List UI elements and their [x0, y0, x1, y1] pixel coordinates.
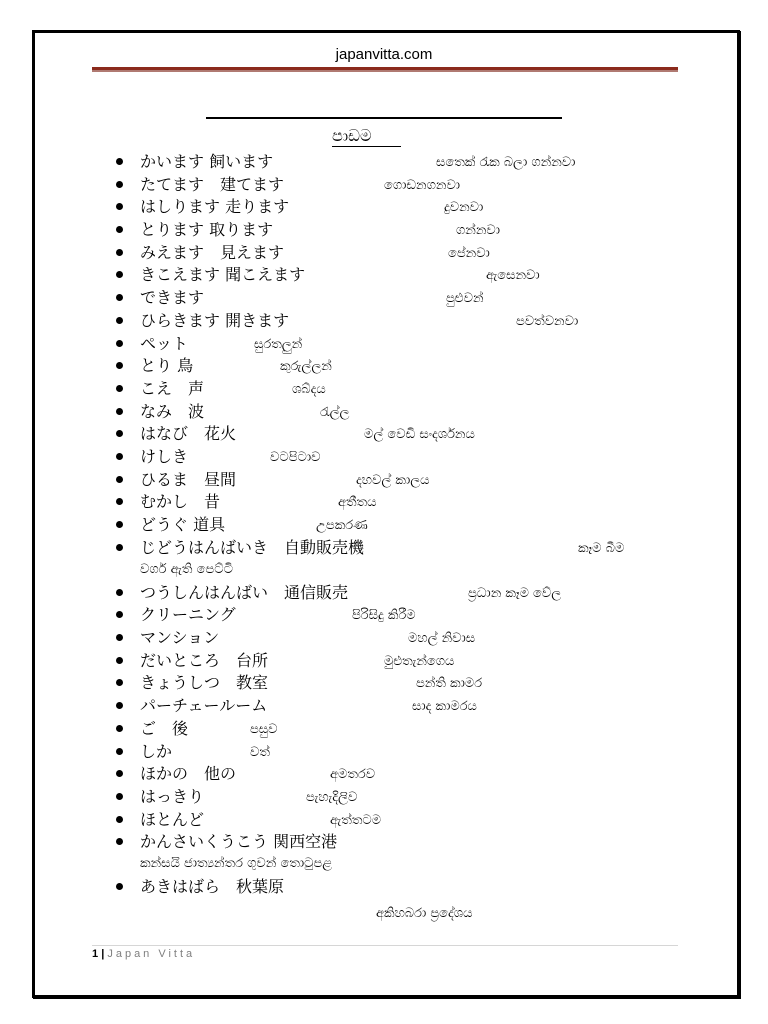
- sinhala-meaning: මල් වෙඩි සංදර්ශනය: [364, 427, 475, 443]
- japanese-term: マンション: [140, 628, 220, 648]
- bullet-icon: [116, 883, 123, 890]
- bullet-icon: [116, 544, 123, 551]
- bullet-icon: [116, 748, 123, 755]
- vocab-item: [0, 651, 768, 674]
- bullet-icon: [116, 226, 123, 233]
- japanese-term: かんさいくうこう 関西空港: [140, 832, 338, 852]
- bullet-icon: [116, 657, 123, 664]
- vocab-item: [0, 243, 768, 266]
- bullet-icon: [116, 317, 123, 324]
- bullet-icon: [116, 498, 123, 505]
- japanese-term: はしります 走ります: [140, 197, 290, 217]
- japanese-term: けしき: [140, 446, 189, 466]
- vocab-item: [0, 605, 768, 628]
- vocab-item: [0, 447, 768, 470]
- vocab-item: [0, 424, 768, 447]
- sinhala-meaning: පැහැදිලිව: [306, 789, 358, 805]
- sinhala-meaning: රැල්ල: [320, 404, 350, 420]
- bullet-icon: [116, 430, 123, 437]
- japanese-term: できます: [140, 288, 205, 308]
- sinhala-meaning-continued: කන්සයි ජාත්‍යන්තර ගුවන් තොටුපළ: [140, 856, 333, 872]
- vocab-item: [0, 334, 768, 357]
- lesson-title: පාඩම: [332, 126, 401, 147]
- japanese-term: クリーニング: [140, 605, 236, 625]
- japanese-term: しか: [140, 741, 173, 761]
- vocab-item: [0, 288, 768, 311]
- sinhala-meaning: ඇත්තටම: [330, 812, 382, 828]
- sinhala-meaning: මුළුතැන්ගෙය: [384, 653, 455, 669]
- bullet-icon: [116, 271, 123, 278]
- japanese-term: むかし 昔: [140, 492, 221, 512]
- vocab-item: [0, 764, 768, 787]
- header-site-name: japanvitta.com: [335, 46, 433, 63]
- bullet-icon: [116, 770, 123, 777]
- bullet-icon: [116, 589, 123, 596]
- bullet-icon: [116, 453, 123, 460]
- sinhala-meaning: පිරිසිදු කිරීම: [352, 608, 416, 624]
- vocab-item: [0, 492, 768, 515]
- vocab-item: [0, 220, 768, 243]
- bullet-icon: [116, 340, 123, 347]
- sinhala-meaning: උපකරණ: [316, 518, 368, 533]
- vocab-item: [0, 311, 768, 334]
- title-rule: [206, 117, 562, 119]
- japanese-term: だいところ 台所: [140, 650, 269, 670]
- japanese-term: ご 後: [140, 718, 189, 738]
- bullet-icon: [116, 838, 123, 845]
- japanese-term: はっきり: [140, 786, 205, 806]
- japanese-term: ペット: [140, 333, 189, 353]
- bullet-icon: [116, 793, 123, 800]
- bullet-icon: [116, 816, 123, 823]
- vocab-item: [0, 696, 768, 719]
- sinhala-meaning: අමතරව: [330, 767, 376, 783]
- vocab-item: [0, 742, 768, 765]
- sinhala-meaning: වත්: [250, 744, 270, 760]
- last-item-meaning: අකිහබරා ප්‍රදේශය: [376, 906, 473, 921]
- page-number: 1: [92, 948, 99, 960]
- sinhala-meaning: ප්‍රධාන කෑම වේල: [468, 585, 562, 601]
- vocabulary-list: [0, 152, 768, 900]
- japanese-term: なみ 波: [140, 401, 205, 421]
- sinhala-meaning: අතීතය: [338, 495, 377, 511]
- sinhala-meaning: පන්ති කාමර: [416, 676, 483, 692]
- sinhala-meaning-continued: වර්ග ඇති පෙට්ටි: [140, 561, 233, 577]
- japanese-term: パーチェールーム: [140, 696, 268, 716]
- sinhala-meaning: කුරුල්ලන්: [280, 359, 332, 375]
- japanese-term: きょうしつ 教室: [140, 673, 269, 693]
- sinhala-meaning: ගොඩනගනවා: [384, 177, 461, 193]
- vocab-item: [0, 628, 768, 651]
- sinhala-meaning: සාද කාමරය: [412, 699, 477, 715]
- japanese-term: かいます 飼います: [140, 152, 274, 171]
- japanese-term: とり 鳥: [140, 356, 194, 376]
- vocab-item: [0, 152, 768, 175]
- japanese-term: ほとんど: [140, 809, 205, 829]
- bullet-icon: [116, 521, 123, 528]
- bullet-icon: [116, 249, 123, 256]
- vocab-item: [0, 356, 768, 379]
- bullet-icon: [116, 181, 123, 188]
- bullet-icon: [116, 158, 123, 165]
- bullet-icon: [116, 362, 123, 369]
- header-divider: [92, 67, 678, 72]
- bullet-icon: [116, 634, 123, 641]
- vocab-item: [0, 787, 768, 810]
- sinhala-meaning: සතෙක් රැක බලා ගන්නවා: [436, 155, 576, 170]
- bullet-icon: [116, 611, 123, 618]
- bullet-icon: [116, 294, 123, 301]
- japanese-term: ひるま 昼間: [140, 469, 237, 489]
- sinhala-meaning: ඇසෙනවා: [486, 268, 540, 284]
- japanese-term: みえます 見えます: [140, 242, 285, 262]
- sinhala-meaning: පුළුවන්: [446, 291, 484, 307]
- sinhala-meaning: ශබ්දය: [292, 381, 326, 397]
- bullet-icon: [116, 702, 123, 709]
- japanese-term: こえ 声: [140, 378, 205, 398]
- sinhala-meaning: ගන්නවා: [456, 223, 501, 239]
- japanese-term: どうぐ 道具: [140, 515, 226, 534]
- japanese-term: きこえます 聞こえます: [140, 265, 306, 285]
- vocab-item: [0, 719, 768, 742]
- sinhala-meaning: සුරතලුන්: [254, 336, 303, 352]
- footer: [92, 948, 195, 960]
- japanese-term: ほかの 他の: [140, 764, 237, 784]
- japanese-term: とります 取ります: [140, 220, 274, 240]
- japanese-term: たてます 建てます: [140, 174, 285, 194]
- vocab-item: [0, 175, 768, 198]
- vocab-item: [0, 583, 768, 606]
- bullet-icon: [116, 203, 123, 210]
- vocab-item: [0, 402, 768, 425]
- japanese-term: あきはばら 秋葉原: [140, 877, 285, 897]
- sinhala-meaning: මහල් නිවාස: [408, 631, 476, 647]
- sinhala-meaning: පේනවා: [448, 245, 490, 261]
- footer-divider: [92, 945, 678, 946]
- japanese-term: ひらきます 開きます: [140, 310, 290, 330]
- vocab-item: [0, 515, 768, 538]
- japanese-term: つうしんはんばい 通信販売: [140, 582, 349, 602]
- vocab-item: [0, 877, 768, 900]
- bullet-icon: [116, 385, 123, 392]
- vocab-item: [0, 265, 768, 288]
- footer-brand: Japan Vitta: [107, 948, 196, 960]
- japanese-term: はなび 花火: [140, 424, 237, 444]
- bullet-icon: [116, 679, 123, 686]
- bullet-icon: [116, 476, 123, 483]
- japanese-term: じどうはんばいき 自動販売機: [140, 537, 365, 557]
- vocab-item: [0, 538, 768, 583]
- sinhala-meaning: දුවනවා: [444, 200, 484, 216]
- sinhala-meaning: කෑම බීම: [578, 540, 625, 556]
- vocab-item: [0, 832, 768, 877]
- vocab-item: [0, 470, 768, 493]
- sinhala-meaning: පවත්වනවා: [516, 313, 579, 329]
- vocab-item: [0, 673, 768, 696]
- bullet-icon: [116, 725, 123, 732]
- sinhala-meaning: දහවල් කාලය: [356, 472, 430, 488]
- sinhala-meaning: වටපිටාව: [270, 449, 321, 465]
- bullet-icon: [116, 408, 123, 415]
- sinhala-meaning: පසුව: [250, 721, 278, 737]
- vocab-item: [0, 379, 768, 402]
- vocab-item: [0, 197, 768, 220]
- vocab-item: [0, 810, 768, 833]
- footer-separator: |: [101, 948, 105, 960]
